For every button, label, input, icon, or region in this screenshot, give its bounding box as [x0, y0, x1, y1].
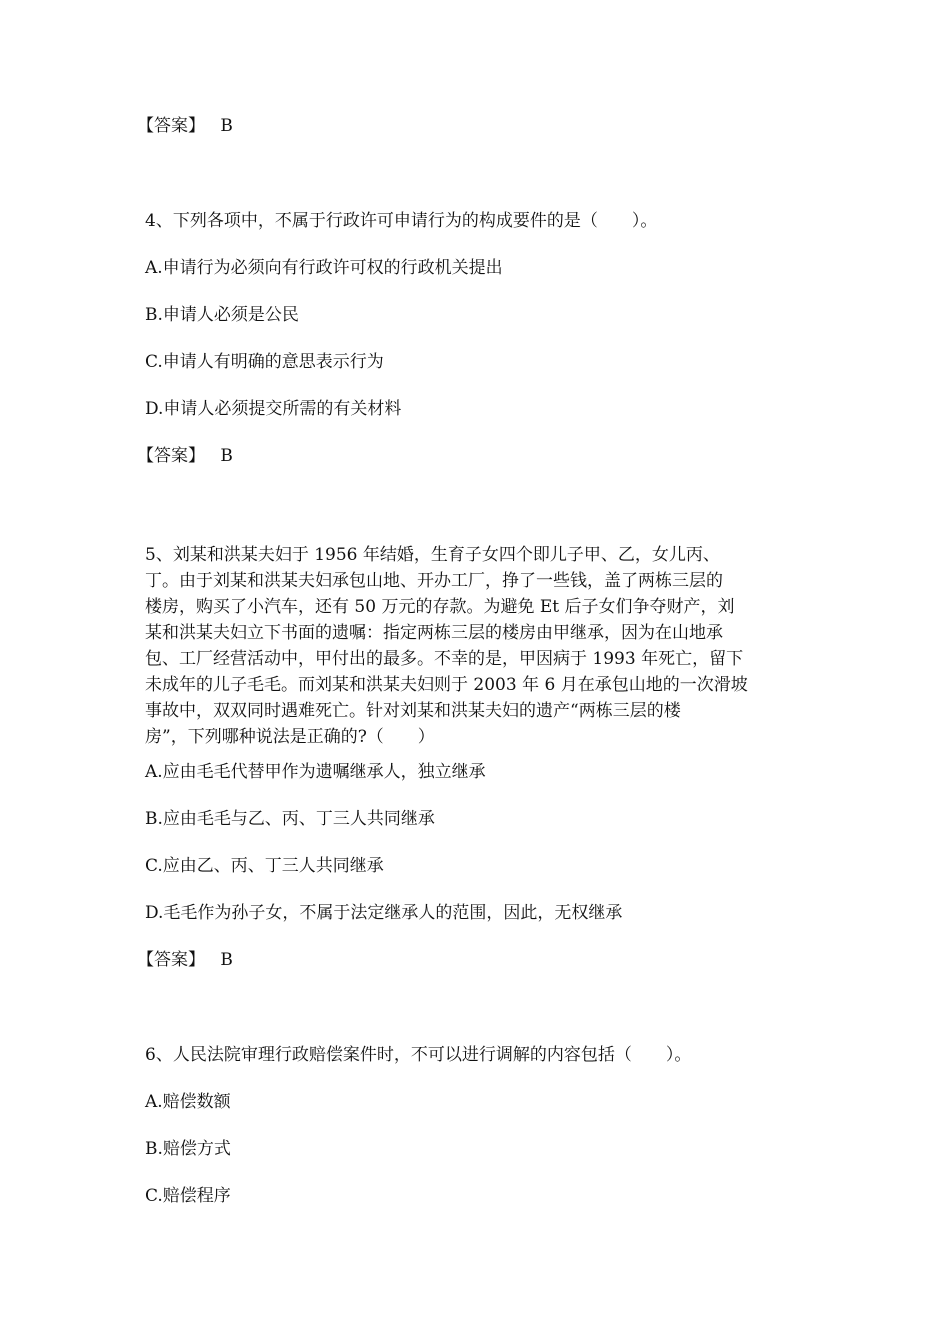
answer-prefix: 【答案】: [137, 116, 205, 136]
answer-value: B: [220, 446, 233, 466]
question-5-stem-line: 事故中，双双同时遇难死亡。针对刘某和洪某夫妇的遗产“两栋三层的楼: [145, 701, 681, 721]
question-4-option-b: B.申请人必须是公民: [145, 305, 299, 325]
question-5-stem-line: 包、工厂经营活动中，甲付出的最多。不幸的是，甲因病于 1993 年死亡，留下: [145, 649, 744, 669]
question-5-stem-line: 丁。由于刘某和洪某夫妇承包山地、开办工厂，挣了一些钱，盖了两栋三层的: [145, 571, 723, 591]
question-6-option-c: C.赔偿程序: [145, 1186, 231, 1206]
answer-line-q5: [137, 948, 233, 972]
question-5-option-c: C.应由乙、丙、丁三人共同继承: [145, 856, 384, 876]
question-6-option-a: A.赔偿数额: [145, 1092, 231, 1112]
question-4-stem: 4、下列各项中，不属于行政许可申请行为的构成要件的是（ ）。: [145, 211, 658, 231]
question-5-option-b: B.应由毛毛与乙、丙、丁三人共同继承: [145, 809, 435, 829]
question-5-stem: [145, 542, 810, 750]
answer-line-q4: [137, 444, 233, 468]
question-4-option-d: D.申请人必须提交所需的有关材料: [145, 399, 402, 419]
answer-line-q3: [137, 114, 233, 138]
answer-prefix: 【答案】: [137, 446, 205, 466]
answer-value: B: [220, 116, 233, 136]
question-5-stem-line: 某和洪某夫妇立下书面的遗嘱：指定两栋三层的楼房由甲继承，因为在山地承: [145, 623, 723, 643]
question-5-stem-line: 未成年的儿子毛毛。而刘某和洪某夫妇则于 2003 年 6 月在承包山地的一次滑坡: [145, 675, 748, 695]
question-6-stem: 6、人民法院审理行政赔偿案件时，不可以进行调解的内容包括（ ）。: [145, 1045, 692, 1065]
question-4-option-a: A.申请行为必须向有行政许可权的行政机关提出: [145, 258, 503, 278]
question-6-option-b: B.赔偿方式: [145, 1139, 231, 1159]
question-5-stem-line: 房”，下列哪种说法是正确的?（ ）: [145, 727, 435, 747]
answer-value: B: [220, 950, 233, 970]
question-5-stem-line: 楼房，购买了小汽车，还有 50 万元的存款。为避免 Et 后子女们争夺财产，刘: [145, 597, 735, 617]
question-5-stem-line: 5、刘某和洪某夫妇于 1956 年结婚，生育子女四个即儿子甲、乙，女儿丙、: [145, 545, 720, 565]
question-5-option-d: D.毛毛作为孙子女，不属于法定继承人的范围，因此，无权继承: [145, 903, 623, 923]
answer-prefix: 【答案】: [137, 950, 205, 970]
question-4-option-c: C.申请人有明确的意思表示行为: [145, 352, 384, 372]
question-5-option-a: A.应由毛毛代替甲作为遗嘱继承人，独立继承: [145, 762, 486, 782]
